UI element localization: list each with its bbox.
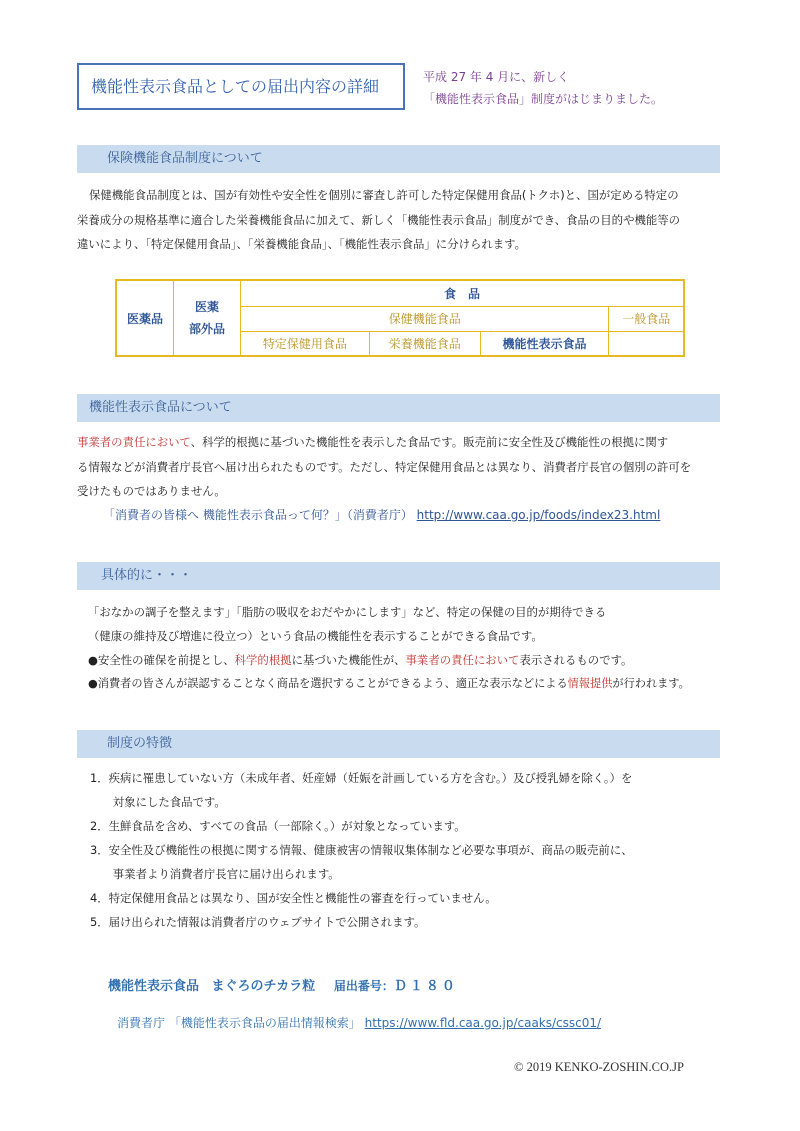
emphasis-text: 科学的根拠 [234, 653, 292, 667]
cell-food: 食 品 [241, 280, 685, 306]
bullet-text: ●消費者の皆さんが誤認することなく商品を選択することができるよう、適正な表示などによる [88, 677, 568, 690]
reference-link[interactable]: http://www.caa.go.jp/foods/index23.html [416, 508, 661, 522]
section-heading-hokenkinou: 保険機能食品制度について [77, 145, 720, 173]
product-name: まぐろのチカラ粒 [211, 979, 316, 994]
list-item: 5．届け出られた情報は消費者庁のウェブサイトで公開されます。 [90, 915, 426, 929]
cell-drug: 医薬品 [116, 280, 174, 356]
title-note-line2: 「機能性表示食品」制度がはじまりました。 [423, 92, 664, 106]
section-heading-kinousei: 機能性表示食品について [77, 394, 720, 422]
section1-line: 保健機能食品制度とは、国が有効性や安全性を個別に審査し許可した特定保健用食品(トクホ)と、国が定める特定の [89, 188, 679, 202]
section2-line-rest: 、科学的根拠に基づいた機能性を表示した食品です。販売前に安全性及び機能性の根拠に関す [190, 435, 669, 449]
cell-nutrition: 栄養機能食品 [369, 331, 480, 356]
section1-line: 違いにより、「特定保健用食品」、「栄養機能食品」、「機能性表示食品」に分けられます。 [77, 237, 526, 251]
search-reference [117, 1014, 601, 1031]
list-item: 1．疾病に罹患していない方（未成年者、妊産婦（妊娠を計画している方を含む。）及び授乳婦を除く。）を [90, 771, 633, 785]
emphasis-text: 事業者の責任において [405, 653, 520, 667]
section3-bullet [88, 648, 738, 672]
section2-line: 受けたものではありません。 [77, 484, 226, 498]
section1-body [77, 183, 727, 257]
section1-line: 栄養成分の規格基準に適合した栄養機能食品に加えて、新しく「機能性表示食品」制度ができ、食品の目的や機能等の [77, 212, 681, 227]
bullet-text: が行われます。 [612, 677, 690, 690]
cell-empty [609, 331, 684, 356]
section3-line: 「おなかの調子を整えます」「脂肪の吸収をおだやかにします」など、特定の保健の目的が期待できる [88, 605, 607, 619]
bullet-text: ●安全性の確保を前提とし、 [88, 653, 235, 667]
list-item: 2．生鮮食品を含め、すべての食品（一部除く。）が対象となっています。 [90, 819, 466, 833]
list-item: 事業者より消費者庁長官に届け出られます。 [90, 867, 340, 881]
list-item: 対象にした食品です。 [90, 795, 226, 809]
cell-health-food: 保健機能食品 [241, 306, 609, 331]
product-label: 機能性表示食品 [108, 979, 200, 994]
reference-line [103, 505, 660, 525]
cell-general-food: 一般食品 [609, 306, 684, 331]
page-title: 機能性表示食品としての届出内容の詳細 [77, 63, 405, 110]
section3-bullet [88, 672, 738, 696]
list-item: 3．安全性及び機能性の根拠に関する情報、健康被害の情報収集体制など必要な事項が、商品の販売前に、 [90, 843, 633, 857]
section2-line: る情報などが消費者庁長官へ届け出られたものです。ただし、特定保健用食品とは異なり、消費者庁長官の個別の許可を [77, 459, 692, 474]
section-heading-seido: 制度の特徴 [77, 730, 720, 758]
bullet-text: に基づいた機能性が、 [291, 653, 406, 667]
section3-body [88, 600, 738, 696]
section2-body [77, 430, 727, 504]
section2-line [77, 430, 727, 455]
list-item: 4．特定保健用食品とは異なり、国が安全性と機能性の審査を行っていません。 [90, 891, 497, 905]
feature-list [90, 766, 633, 934]
title-note [423, 66, 663, 110]
emphasis-text: 事業者の責任において [77, 435, 191, 449]
cell-quasi-drug: 医薬 部外品 [174, 280, 241, 356]
search-link[interactable]: https://www.fld.caa.go.jp/caaks/cssc01/ [364, 1016, 602, 1030]
copyright: © 2019 KENKO-ZOSHIN.CO.JP [514, 1060, 684, 1074]
food-classification-table [115, 279, 685, 357]
cell-tokuho: 特定保健用食品 [241, 331, 370, 356]
reference-text: 「消費者の皆様へ 機能性表示食品って何？」（消費者庁） [103, 508, 413, 522]
bullet-text: 表示されるものです。 [519, 653, 633, 667]
search-text: 消費者庁 「機能性表示食品の届出情報検索」 [117, 1016, 361, 1030]
notify-number: Ｄ１８０ [393, 979, 458, 994]
product-info [108, 975, 458, 994]
cell-functional: 機能性表示食品 [480, 331, 609, 356]
section3-line: （健康の維持及び増進に役立つ）という食品の機能性を表示することができる食品です。 [88, 629, 543, 643]
emphasis-text: 情報提供 [567, 677, 613, 690]
section-heading-gutaiteki: 具体的に・・・ [77, 562, 720, 590]
title-note-line1: 平成 27 年 4 月に、新しく [423, 70, 570, 84]
notify-label: 届出番号： [333, 979, 394, 993]
